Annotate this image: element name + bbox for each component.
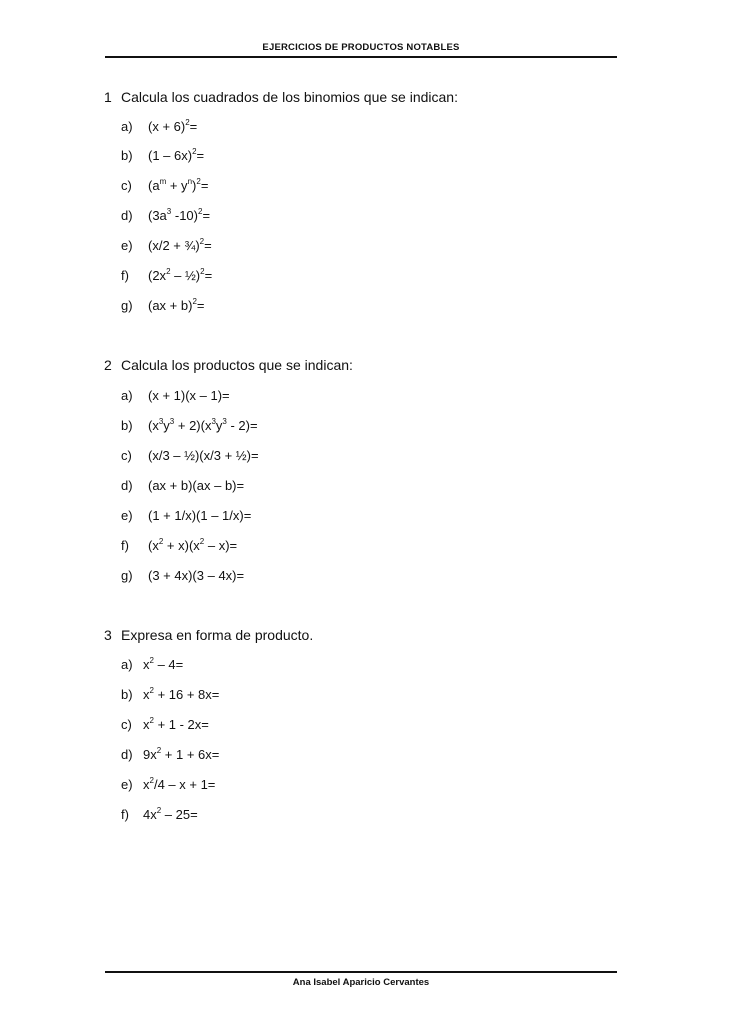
item-expression: $(x + 6)^2=$ — [148, 118, 198, 134]
item-letter: f) — [121, 268, 129, 283]
item-expression: $9x^2 + 1 + 6x=$ — [143, 746, 220, 762]
item-letter: a) — [121, 388, 133, 403]
section-number: 3 — [104, 627, 112, 643]
section-2-heading — [104, 357, 353, 373]
item-letter: b) — [121, 687, 133, 702]
item-expression: (ax + b)(ax – b)= — [148, 478, 245, 493]
item-expression: (1 – 6x)$^2$= — [148, 147, 205, 163]
item-letter: f) — [121, 807, 129, 822]
item-expression: (x/2 + ¾)$^2$= — [148, 237, 212, 253]
item-letter: e) — [121, 238, 133, 253]
item-letter: c) — [121, 717, 132, 732]
item-expression: (3 + 4x)(3 – 4x)= — [148, 568, 245, 583]
footer-author: Ana Isabel Aparicio Cervantes — [292, 977, 430, 988]
item-expression: (ax + b)$^2$= — [148, 297, 205, 313]
item-letter: d) — [121, 478, 133, 493]
section-3-heading — [104, 627, 313, 643]
item-letter: d) — [121, 208, 133, 223]
section-number: 1 — [104, 89, 112, 105]
header-rule — [105, 56, 617, 58]
item-expression: $x^2 + 1 - 2x=$ — [143, 716, 209, 732]
item-letter: a) — [121, 657, 133, 672]
item-letter: a) — [121, 119, 133, 134]
section-title: Calcula los productos que se indican: — [121, 357, 353, 373]
item-expression: $x^2 + 16 + 8x=$ — [143, 686, 220, 702]
item-expression: (1 + 1/x)(1 – 1/x)= — [148, 508, 252, 523]
item-expression: ($3a^3$ -10)$^2$= — [148, 207, 211, 223]
item-letter: b) — [121, 418, 133, 433]
item-letter: c) — [121, 178, 132, 193]
item-letter: e) — [121, 777, 133, 792]
item-expression: $x^2/4 - x + 1=$ — [143, 776, 216, 792]
item-letter: d) — [121, 747, 133, 762]
item-expression: $(x^3y^3 + 2)(x^3y^3 - 2)=$ — [148, 417, 258, 433]
item-expression: $4x^2 - 25=$ — [143, 806, 198, 822]
item-letter: c) — [121, 448, 132, 463]
item-letter: g) — [121, 568, 133, 583]
section-title: Calcula los cuadrados de los binomios que se indican: — [121, 89, 458, 105]
item-letter: f) — [121, 538, 129, 553]
section-title: Expresa en forma de producto. — [121, 627, 314, 643]
item-letter: g) — [121, 298, 133, 313]
item-letter: e) — [121, 508, 133, 523]
section-1-heading — [104, 89, 458, 105]
item-expression: ($2x^2$ – ½)$^2$= — [148, 267, 213, 283]
item-expression: $x^2 - 4=$ — [143, 656, 184, 672]
item-expression: (x/3 – ½)(x/3 + ½)= — [148, 448, 259, 463]
item-expression: (x + 1)(x – 1)= — [148, 388, 230, 403]
item-letter: b) — [121, 148, 133, 163]
footer-rule — [105, 971, 617, 973]
item-expression: $(x^2 + x)(x^2 - x)=$ — [148, 537, 238, 553]
section-number: 2 — [104, 357, 112, 373]
item-expression: $(a^m + y^n)^2=$ — [148, 177, 209, 193]
page-header-title: EJERCICIOS DE PRODUCTOS NOTABLES — [262, 42, 460, 53]
